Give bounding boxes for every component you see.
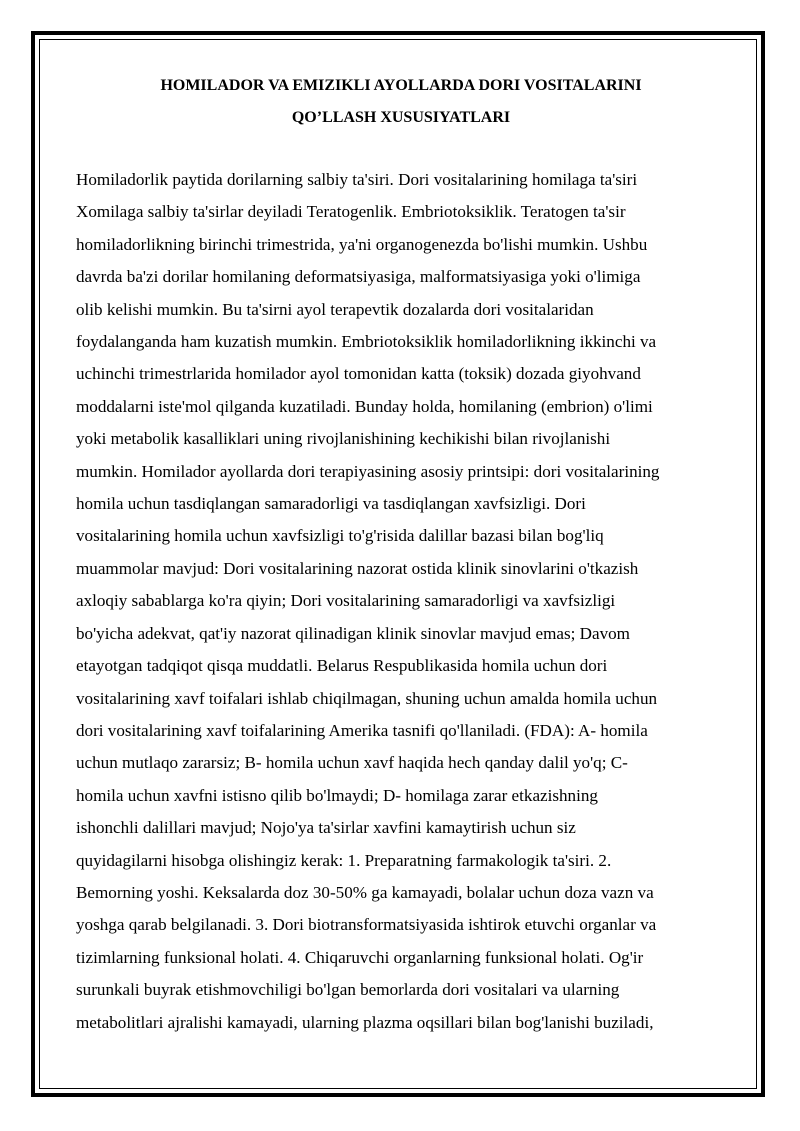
body-line: Homiladorlik paytida dorilarning salbiy ta'siri. Dori vositalarining homilaga ta'siri (76, 170, 638, 189)
body-line: foydalanganda ham kuzatish mumkin. Embriotoksiklik homiladorlikning ikkinchi va (76, 332, 657, 352)
document-title (76, 70, 726, 134)
body-line: vositalarining homila uchun xavfsizligi to'g'risida dalillar bazasi bilan bog'liq (76, 526, 604, 546)
body-line: homila uchun tasdiqlangan samaradorligi va tasdiqlangan xavfsizligi. Dori (76, 494, 586, 514)
body-line: moddalarni iste'mol qilganda kuzatiladi. Bunday holda, homilaning (embrion) o'limi (76, 396, 653, 416)
body-line: vositalarining xavf toifalari ishlab chiqilmagan, shuning uchun amalda homila uchun (76, 688, 658, 708)
title-line-1: HOMILADOR VA EMIZIKLI AYOLLARDA DORI VOSITALARINI (160, 77, 642, 94)
body-line: metabolitlari ajralishi kamayadi, ularning plazma oqsillari bilan bog'lanishi buziladi, (76, 1012, 654, 1032)
body-line: surunkali buyrak etishmovchiligi bo'lgan bemorlarda dori vositalari va ularning (76, 980, 620, 1000)
body-line: olib kelishi mumkin. Bu ta'sirni ayol terapevtik dozalarda dori vositalaridan (76, 299, 594, 319)
body-line: uchun mutlaqo zararsiz; B- homila uchun xavf haqida hech qanday dalil yo'q; C- (76, 753, 628, 773)
body-line: yoshga qarab belgilanadi. 3. Dori biotransformatsiyasida ishtirok etuvchi organlar va (76, 915, 657, 935)
body-line: mumkin. Homilador ayollarda dori terapiyasining asosiy printsipi: dori vositalarining (76, 461, 660, 481)
body-line: quyidagilarni hisobga olishingiz kerak: 1. Preparatning farmakologik ta'siri. 2. (76, 850, 612, 870)
body-line: muammolar mavjud: Dori vositalarining nazorat ostida klinik sinovlarini o'tkazish (76, 558, 639, 578)
body-line: etayotgan tadqiqot qisqa muddatli. Belarus Respublikasida homila uchun dori (76, 656, 608, 676)
body-line: uchinchi trimestrlarida homilador ayol tomonidan katta (toksik) dozada giyohvand (76, 364, 641, 384)
body-line: davrda ba'zi dorilar homilaning deformatsiyasiga, malformatsiyasiga yoki o'limiga (76, 267, 641, 287)
body-paragraph (76, 164, 726, 1039)
body-line: Bemorning yoshi. Keksalarda doz 30-50% ga kamayadi, bolalar uchun doza vazn va (76, 882, 654, 902)
body-line: axloqiy sabablarga ko'ra qiyin; Dori vositalarining samaradorligi va xavfsizligi (76, 591, 616, 611)
body-line: yoki metabolik kasalliklari uning rivojlanishining kechikishi bilan rivojlanishi (76, 429, 611, 449)
body-line: ishonchli dalillari mavjud; Nojo'ya ta'sirlar xavfini kamaytirish uchun siz (76, 818, 576, 838)
body-line: tizimlarning funksional holati. 4. Chiqaruvchi organlarning funksional holati. Og'ir (76, 947, 644, 967)
body-line: Xomilaga salbiy ta'sirlar deyiladi Teratogenlik. Embriotoksiklik. Teratogen ta'sir (76, 202, 626, 222)
body-line: dori vositalarining xavf toifalarining Amerika tasnifi qo'llaniladi. (FDA): A- homila (76, 720, 648, 740)
document-content (76, 70, 726, 1039)
body-line: homiladorlikning birinchi trimestrida, ya'ni organogenezda bo'lishi mumkin. Ushbu (76, 234, 648, 254)
title-line-2: QO’LLASH XUSUSIYATLARI (291, 109, 511, 126)
body-line: bo'yicha adekvat, qat'iy nazorat qilinadigan klinik sinovlar mavjud emas; Davom (76, 623, 630, 643)
body-line: homila uchun xavfni istisno qilib bo'lmaydi; D- homilaga zarar etkazishning (76, 785, 598, 805)
